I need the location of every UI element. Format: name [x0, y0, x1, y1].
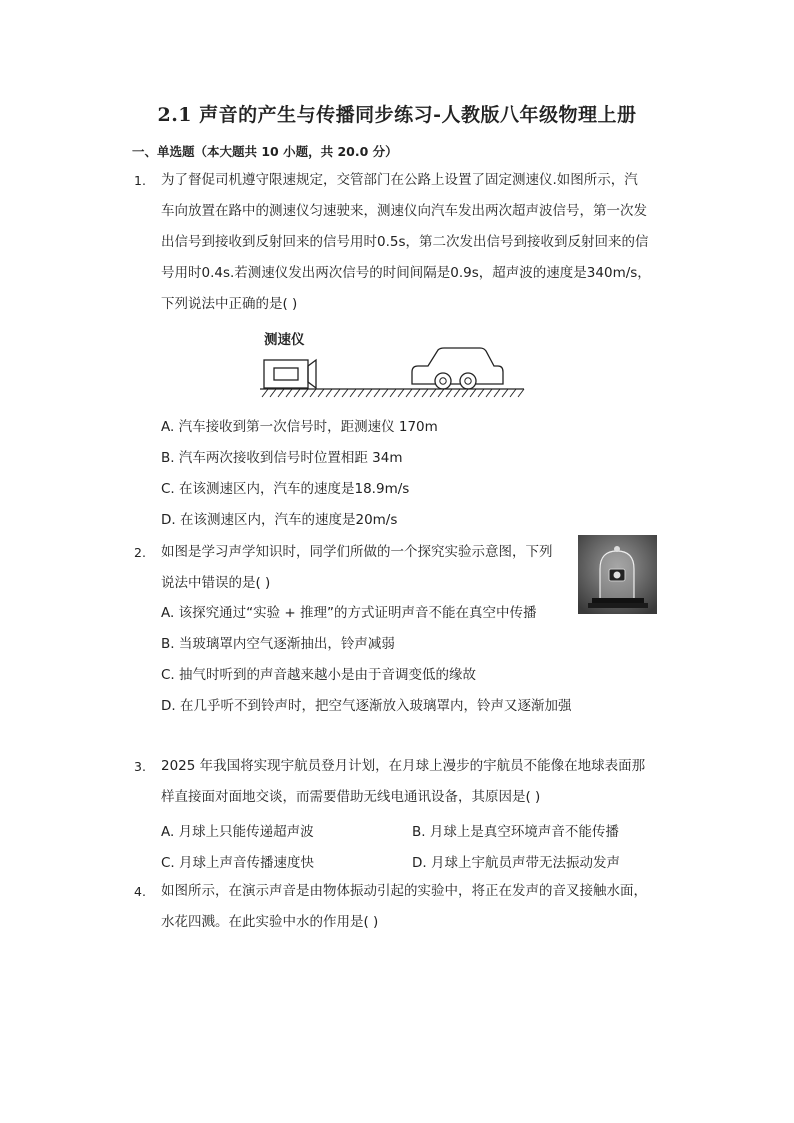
question-3-line: 样直接面对面地交谈，而需要借助无线电通讯设备，其原因是( ): [161, 789, 541, 805]
question-3-option-c: C. 月球上声音传播速度快: [161, 855, 315, 871]
question-3-line: 2025 年我国将实现宇航员登月计划，在月球上漫步的宇航员不能像在地球表面那: [161, 758, 646, 774]
question-3-option-a: A. 月球上只能传递超声波: [161, 824, 314, 840]
question-1-option-b: B. 汽车两次接收到信号时位置相距 34m: [161, 450, 403, 466]
question-1-line: 车向放置在路中的测速仪匀速驶来，测速仪向汽车发出两次超声波信号，第一次发: [161, 203, 647, 219]
question-2-option-a: A. 该探究通过“实验 + 推理”的方式证明声音不能在真空中传播: [161, 605, 537, 621]
question-1-number: 1.: [134, 173, 146, 188]
question-4-number: 4.: [134, 884, 146, 899]
question-3-number: 3.: [134, 759, 146, 774]
question-3-option-b: B. 月球上是真空环境声音不能传播: [412, 824, 619, 840]
question-1-line: 下列说法中正确的是( ): [161, 296, 298, 312]
section-heading: 一、单选题（本大题共 10 小题，共 20.0 分）: [132, 144, 398, 159]
speed-camera-figure: [258, 326, 528, 402]
question-1-line: 出信号到接收到反射回来的信号用时0.5s，第二次发出信号到接收到反射回来的信: [161, 234, 649, 250]
question-1-option-d: D. 在该测速区内，汽车的速度是20m/s: [161, 512, 398, 528]
question-4-line: 水花四溅。在此实验中水的作用是( ): [161, 914, 379, 930]
page-title: 2.1 声音的产生与传播同步练习-人教版八年级物理上册: [157, 104, 637, 126]
question-2-option-b: B. 当玻璃罩内空气逐渐抽出，铃声减弱: [161, 636, 395, 652]
question-1-line: 号用时0.4s.若测速仪发出两次信号的时间间隔是0.9s，超声波的速度是340m/s，: [161, 265, 651, 281]
question-1-line: 为了督促司机遵守限速规定，交管部门在公路上设置了固定测速仪.如图所示，汽: [161, 172, 638, 188]
question-2-number: 2.: [134, 545, 146, 560]
question-2-line: 说法中错误的是( ): [161, 575, 271, 591]
figure-label: 测速仪: [264, 332, 305, 348]
question-2-option-c: C. 抽气时听到的声音越来越小是由于音调变低的缘故: [161, 667, 477, 683]
question-2-line: 如图是学习声学知识时，同学们所做的一个探究实验示意图，下列: [161, 544, 553, 560]
question-3-option-d: D. 月球上宇航员声带无法振动发声: [412, 855, 620, 871]
question-1-option-c: C. 在该测速区内，汽车的速度是18.9m/s: [161, 481, 410, 497]
question-4-line: 如图所示，在演示声音是由物体振动引起的实验中，将正在发声的音叉接触水面，: [161, 883, 647, 899]
bell-jar-photo: [578, 535, 657, 614]
question-2-option-d: D. 在几乎听不到铃声时，把空气逐渐放入玻璃罩内，铃声又逐渐加强: [161, 698, 572, 714]
question-1-option-a: A. 汽车接收到第一次信号时，距测速仪 170m: [161, 419, 438, 435]
